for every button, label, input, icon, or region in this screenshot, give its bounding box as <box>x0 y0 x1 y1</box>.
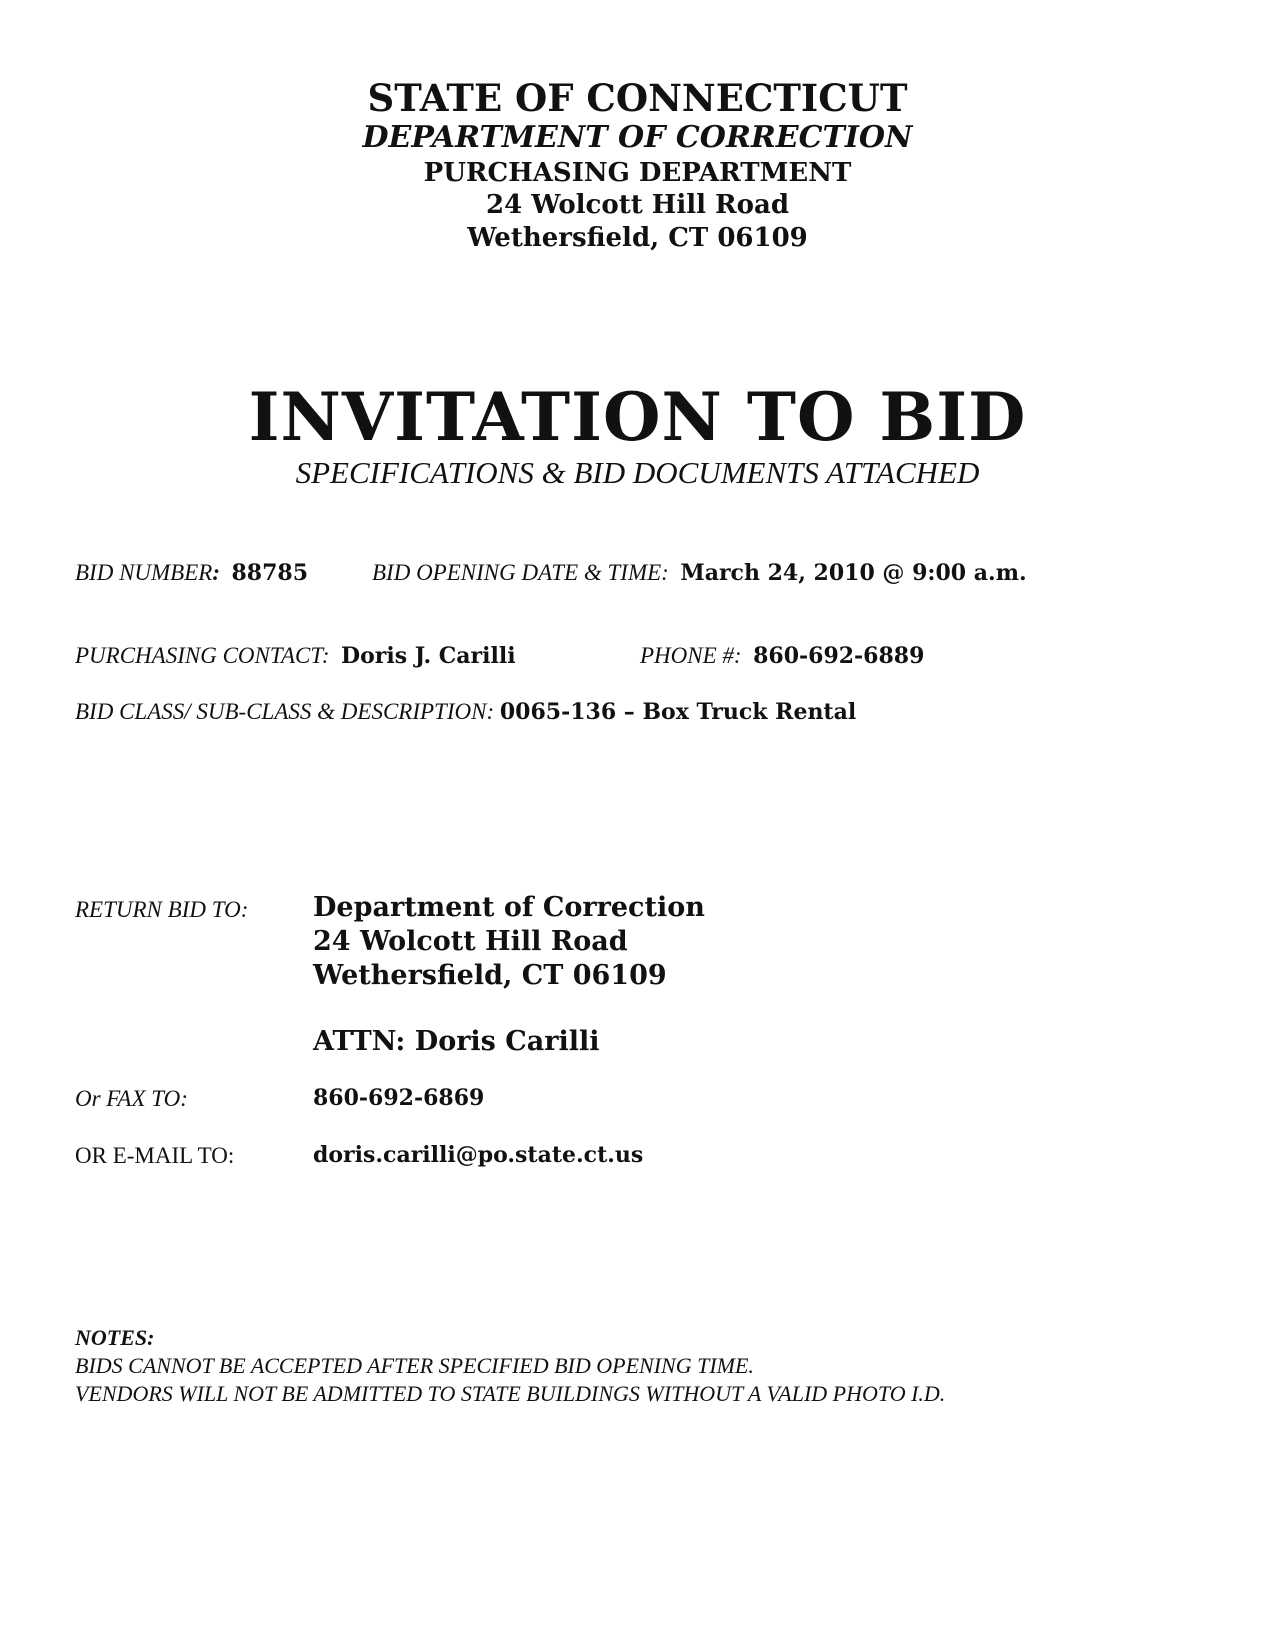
phone-label: PHONE #: <box>640 643 742 668</box>
bid-class-label: BID CLASS/ SUB-CLASS & DESCRIPTION: <box>75 699 495 724</box>
bid-opening-value: March 24, 2010 @ 9:00 a.m. <box>680 560 1027 586</box>
bid-number-row <box>75 560 308 586</box>
notes-heading: NOTES: <box>75 1325 155 1350</box>
division-heading: PURCHASING DEPARTMENT <box>423 158 852 188</box>
page-title: INVITATION TO BID <box>248 378 1027 456</box>
email-label: OR E-MAIL TO: <box>75 1143 235 1168</box>
notes-line-2: VENDORS WILL NOT BE ADMITTED TO STATE BUILDINGS WITHOUT A VALID PHOTO I.D. <box>75 1381 946 1406</box>
contact-row <box>75 643 516 669</box>
return-line-1: Department of Correction <box>313 892 705 923</box>
bid-opening-label: BID OPENING DATE & TIME: <box>372 560 669 585</box>
contact-value: Doris J. Carilli <box>341 643 516 669</box>
return-attn: ATTN: Doris Carilli <box>313 1026 600 1057</box>
return-line-2: 24 Wolcott Hill Road <box>313 926 628 957</box>
state-heading: STATE OF CONNECTICUT <box>367 76 908 120</box>
department-heading: DEPARTMENT OF CORRECTION <box>362 120 913 155</box>
return-line-3: Wethersfield, CT 06109 <box>313 960 667 991</box>
email-value: doris.carilli@po.state.ct.us <box>313 1142 644 1168</box>
bid-number-label: BID NUMBER <box>75 560 213 585</box>
bid-number-colon: : <box>212 560 220 585</box>
fax-label: Or FAX TO: <box>75 1086 188 1111</box>
contact-label: PURCHASING CONTACT: <box>75 643 330 668</box>
bid-number-value: 88785 <box>231 560 309 586</box>
page-subtitle: SPECIFICATIONS & BID DOCUMENTS ATTACHED <box>295 455 980 490</box>
bid-class-value: 0065-136 – Box Truck Rental <box>499 699 857 725</box>
header-street: 24 Wolcott Hill Road <box>486 190 789 220</box>
notes-line-1: BIDS CANNOT BE ACCEPTED AFTER SPECIFIED BID OPENING TIME. <box>75 1353 754 1378</box>
header-city: Wethersfield, CT 06109 <box>467 223 808 253</box>
fax-value: 860-692-6869 <box>313 1085 485 1111</box>
bid-class-row <box>75 699 856 725</box>
return-label: RETURN BID TO: <box>75 897 249 922</box>
phone-value: 860-692-6889 <box>753 643 925 669</box>
phone-row <box>640 643 924 669</box>
bid-opening-row <box>372 560 1027 586</box>
